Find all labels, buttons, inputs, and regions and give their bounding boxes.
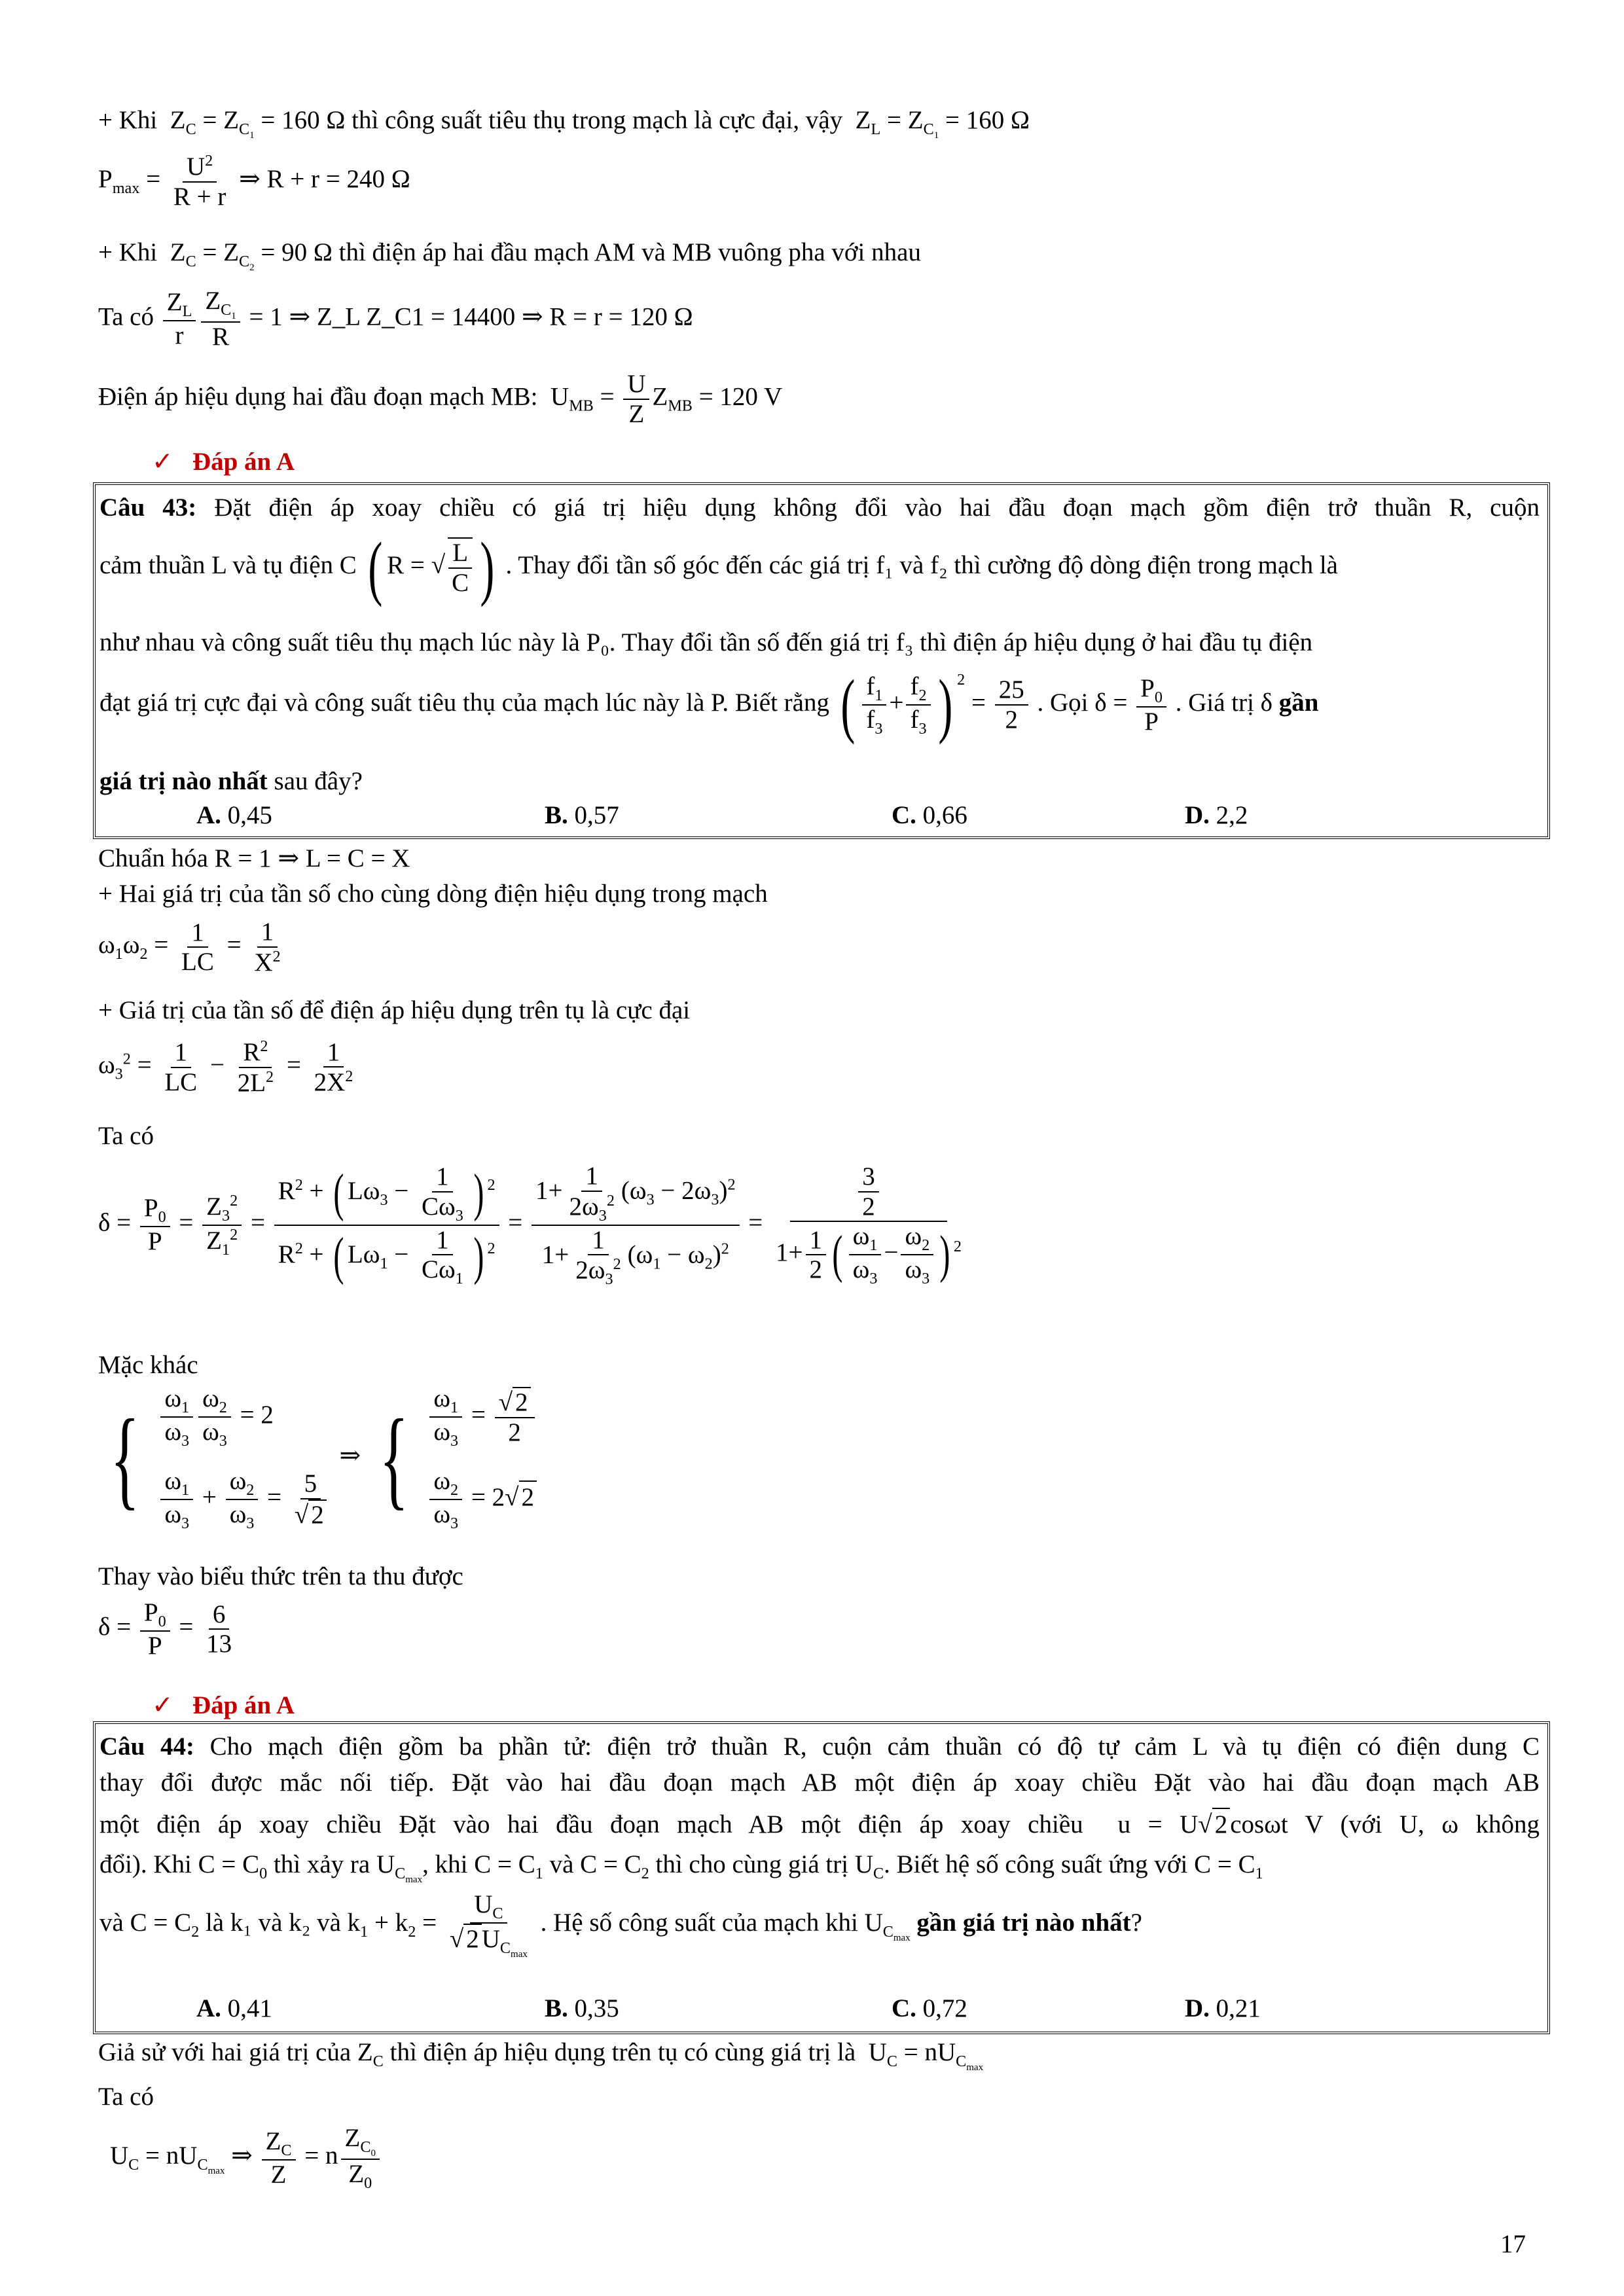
q44-option-a: A. 0,41: [196, 1994, 272, 2022]
sol43-system: { $\frac{\omega_1}{\omega_3}$ $\frac{\omega_2}{\omega_3}$ = 2 $\frac{\omega_1}{\omega_3}$ + $\frac{\omega_2}{\omega_3}$ = $\frac{5}{√ 2}$ ⇒ { $\frac{\omega_1}{\omega_3}$ = $\frac{√ 2}{2}$ $\frac{\omega_2}{\omega_3}$ = 2√ 2: [98, 1384, 537, 1532]
sol43-eq2: $\omega_3^2$ = $\frac{1}{LC}$ − $\frac{R^2}{2L^2}$ = $\frac{1}{2X^2}$: [98, 1037, 353, 1097]
sol42-pmax: $P_{max}$ = $\frac{U^2}{R + r}$ ⇒ R + r = 240 Ω: [98, 152, 410, 211]
q43-option-d: D. 2,2: [1185, 801, 1248, 829]
sol43-s2: + Hai giá trị của tần số cho cùng dòng điện hiệu dụng trong mạch: [98, 880, 768, 908]
q44-option-d: D. 0,21: [1185, 1994, 1261, 2022]
q44-option-b: B. 0,35: [545, 1994, 619, 2022]
q43-line2: cảm thuần L và tụ điện C ( R = √ $\frac{L}{C}$ ) . Thay đổi tần số góc đến các giá trị f₁ và f₂ thì cường độ dòng điện trong mạch là: [99, 528, 1338, 607]
q43-option-c: C. 0,66: [892, 801, 967, 829]
sol42-line1: + Khi $Z_C = Z_{C_1} = 160$ Ω thì công suất tiêu thụ trong mạch là cực đại, vậy $Z_L = Z_{C_1} = 160$ Ω: [98, 106, 1030, 141]
q44-line2: thay đổi được mắc nối tiếp. Đặt vào hai đầu đoạn mạch AB một điện áp xoay chiều Đặt vào hai đầu đoạn mạch AB: [99, 1768, 1540, 1797]
q43-line4: đạt giá trị cực đại và công suất tiêu thụ của mạch lúc này là P. Biết rằng ( $\frac{f_1}{f_3}$ + $\frac{f_2}{f_3}$ ) $^2$ = $\frac{25}{2}$ . Gọi δ = $\frac{P_0}{P}$ . Giá trị δ gần: [99, 665, 1319, 745]
q43-option-a: A. 0,45: [196, 801, 272, 829]
q44-line5: và $C = C_2$ là k₁ và k₂ và $k_1 + k_2$ = $\frac{U_C}{√ 2 U_{C_{max}}}$ . Hệ số công suất của mạch khi $U_{C_{max}}$ gần giá trị nào nhất?: [99, 1890, 1142, 1960]
sol42-line5: Điện áp hiệu dụng hai đầu đoạn mạch MB: $U_{MB}$ = $\frac{U}{Z}$ $Z_{MB} = 120$ V: [98, 370, 783, 428]
page-number: 17: [1500, 2230, 1526, 2258]
checkmark-icon: ✓: [152, 447, 173, 476]
q43-line5: giá trị nào nhất sau đây?: [99, 767, 363, 795]
q44-line1: Câu 44: Cho mạch điện gồm ba phần tử: điện trở thuần R, cuộn cảm thuần có độ tự cảm L và tụ điện có điện dung C: [99, 1732, 1540, 1761]
sol43-s1: Chuẩn hóa R = 1 ⇒ L = C = X: [98, 844, 410, 872]
sol43-eq3: δ = $\frac{P_0}{P}$ = $\frac{Z_3^2}{Z_1^2}$ = $R^2$ + ( $L\omega_3$ − $\frac{1}{C\omega_3}$ ) $^2$ $R^2$ + ( $L\omega_1$ − $\frac{1}{C\omega_1}$ ) $^2$ = 1+ $\frac{1}{2\omega_3^2}$ $(\omega_3 - 2\omega_3)^2$ 1+ $\frac{1}{2\omega_3^2}$ $(\omega_1 - \omega_2)^2$ = $\frac{3}{2}$ 1+ $\frac{1}{2}$ ( $\frac{\omega_1}{\omega_3}$ − $\frac{\omega_2}{\omega_3}$ ) $^2$: [98, 1162, 962, 1289]
q44-line4: đổi). Khi $C = C_0$ thì xảy ra $U_{C_{max}}$, khi $C = C_1$ và $C = C_2$ thì cho cùng giá trị $U_C$. Biết hệ số công suất ứng với $C = C_1$: [99, 1850, 1263, 1885]
q43-option-b: B. 0,57: [545, 801, 619, 829]
q44-option-c: C. 0,72: [892, 1994, 967, 2022]
sol42-answer: ✓ Đáp án A: [152, 447, 295, 476]
q44-line3: một điện áp xoay chiều Đặt vào hai đầu đoạn mạch AB một điện áp xoay chiều u = U√ 2 cosωt V (với U, ω không: [99, 1808, 1540, 1841]
sol43-result: δ = $\frac{P_0}{P}$ = $\frac{6}{13}$: [98, 1598, 232, 1660]
q43-line3: như nhau và công suất tiêu thụ mạch lúc này là P₀. Thay đổi tần số đến giá trị f₃ thì điện áp hiệu dụng ở hai đầu tụ điện: [99, 628, 1313, 656]
sol43-answer: ✓ Đáp án A: [152, 1691, 295, 1720]
sol43-eq1: $\omega_1\omega_2$ = $\frac{1}{LC}$ = $\frac{1}{X^2}$: [98, 918, 281, 977]
sol42-line3: + Khi $Z_C = Z_{C_2} = 90$ Ω thì điện áp hai đầu mạch AM và MB vuông pha với nhau: [98, 238, 921, 273]
sol43-s6: Thay vào biểu thức trên ta thu được: [98, 1562, 463, 1590]
sol44-eq1: $U_C = nU_{C_{max}}$ ⇒ $\frac{Z_C}{Z}$ = n $\frac{Z_{C_0}}{Z_0}$: [110, 2124, 382, 2192]
sol43-s5: Mặc khác: [98, 1351, 198, 1379]
q43-line1: Câu 43: Đặt điện áp xoay chiều có giá trị hiệu dụng không đổi vào hai đầu đoạn mạch gồm điện trở thuần R, cuộn: [99, 493, 1540, 522]
sol44-s2: Ta có: [98, 2083, 154, 2111]
checkmark-icon: ✓: [152, 1691, 173, 1720]
sol43-s4: Ta có: [98, 1122, 154, 1150]
sol44-s1: Giả sử với hai giá trị của $Z_C$ thì điện áp hiệu dụng trên tụ có cùng giá trị là $U_C = nU_{C_{max}}$: [98, 2038, 984, 2073]
sol42-line4: Ta có $\frac{Z_L}{r}$ $\frac{Z_{C_1}}{R}$ = 1 ⇒ Z_L Z_C1 = 14400 ⇒ R = r = 120 Ω: [98, 287, 693, 351]
sol43-s3: + Giá trị của tần số để điện áp hiệu dụng trên tụ là cực đại: [98, 996, 691, 1024]
